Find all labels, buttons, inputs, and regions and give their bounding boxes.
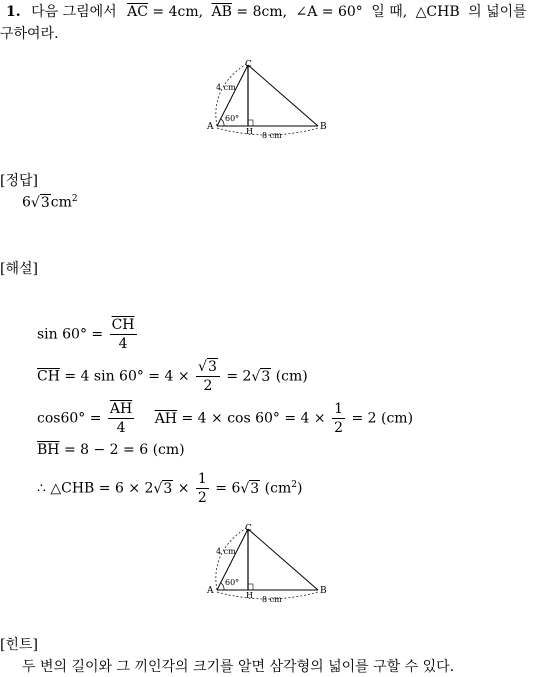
angle-a: ∠A = 60° [295, 4, 363, 20]
segment-ac: $\overline{AC}$ [127, 4, 148, 20]
label-c: C [245, 524, 252, 534]
side-cb-line [248, 529, 318, 590]
label-a: A [207, 586, 214, 596]
label-b: B [320, 586, 327, 596]
solution-line-3: cos60° = $\frac{\overline{AH}}{4}$ $\overline{AH} = 4 \times \cos 60^\circ = 4$ × $\frac{1}{2}$ = 2 (cm) [37, 401, 414, 436]
label-60deg: 60° [225, 114, 240, 123]
solution-line-1: sin 60° = $\frac{\overline{CH}}{4}$ [37, 317, 135, 352]
angle-arc [221, 119, 224, 126]
label-a: A [207, 122, 214, 132]
problem-line-2: 구하여라. [0, 26, 59, 42]
right-angle-mark [248, 120, 253, 126]
label-h: H [246, 591, 253, 600]
triangle-chb: △CHB [415, 4, 460, 20]
solution-line-2: $\overline{CH} = 4$ sin 60° = 4 × $\frac{√3}{2}$ = 2√3 (cm) [37, 359, 308, 394]
triangle-figure-1 [200, 58, 340, 140]
label-c: C [245, 60, 252, 70]
problem-intro: 다음 그림에서 [31, 4, 117, 20]
label-h: H [246, 127, 253, 136]
angle-arc [221, 583, 224, 590]
ask-text: 의 넓이를 [468, 4, 527, 20]
label-8cm: 8 cm [262, 595, 282, 604]
fraction-ah-over-4: $\frac{\overline{AH}}{4}$ [109, 401, 133, 436]
answer-value [22, 194, 78, 211]
triangle-figure-2 [200, 522, 340, 606]
hint-header: [힌트] [0, 637, 38, 653]
solution-line-5: ∴ △CHB = 6 × 2√3 × $\frac{1}{2}$ = 6√3 $(cm^2)$ [37, 471, 303, 506]
side-cb-line [248, 65, 318, 126]
fraction-sqrt3-over-2: $\frac{√3}{2}$ [196, 358, 220, 395]
ac-value: = 4cm, [152, 4, 204, 20]
fraction-ch-over-4: $\frac{\overline{CH}}{4}$ [111, 317, 135, 352]
label-60deg: 60° [225, 578, 240, 587]
answer-header: [정답] [0, 173, 38, 189]
segment-ab: $\overline{AB}$ [211, 4, 232, 20]
ab-value: = 8cm, [236, 4, 288, 20]
label-8cm: 8 cm [262, 131, 282, 140]
label-b: B [320, 122, 327, 132]
answer-exponent: 2 [71, 194, 78, 204]
fraction-1-over-2: $\frac{1}{2}$ [334, 401, 343, 436]
condition-word: 일 때, [371, 4, 408, 20]
fraction-1-over-2-b: $\frac{1}{2}$ [197, 471, 207, 506]
label-4cm: 4 cm [216, 547, 236, 556]
label-4cm: 4 cm [216, 83, 236, 92]
hint-text: 두 변의 길이와 그 끼인각의 크기를 알면 삼각형의 넓이를 구할 수 있다. [22, 659, 455, 675]
right-angle-mark [248, 584, 253, 590]
answer-coef: 6 [22, 194, 31, 211]
answer-unit: cm [50, 194, 72, 211]
solution-header: [해설] [0, 261, 38, 277]
solution-line-4: $\overline{BH} = 8 - 2 = 6$ (cm) [37, 442, 185, 458]
problem-number: 1. [6, 4, 21, 20]
problem-line-1 [6, 2, 527, 22]
answer-sqrt: √3 [30, 194, 50, 211]
